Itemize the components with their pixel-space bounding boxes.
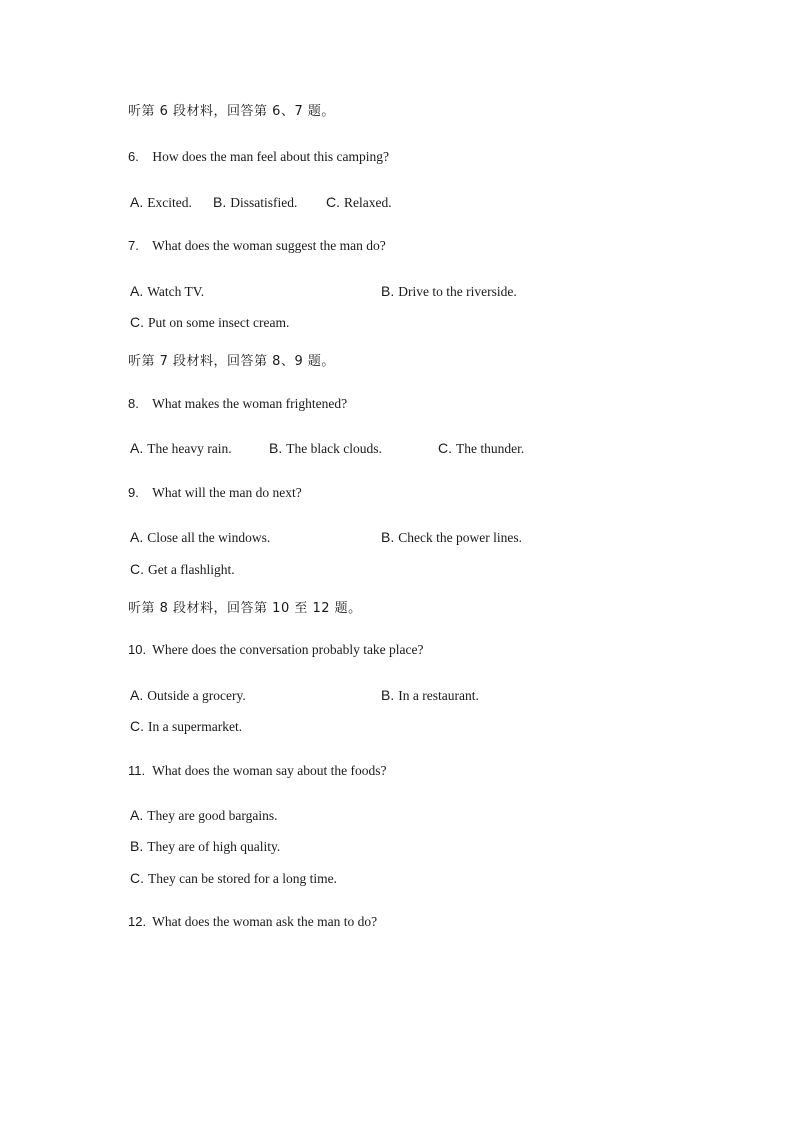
question-9: [128, 484, 302, 502]
q6-option-c[interactable]: C. Relaxed.: [326, 194, 392, 210]
question-text: What does the woman ask the man to do?: [152, 914, 378, 929]
question-number: 11.: [128, 763, 146, 778]
q7-option-b[interactable]: B. Drive to the riverside.: [381, 283, 517, 299]
q9-option-a[interactable]: A. Close all the windows.: [130, 529, 271, 545]
q6-option-b[interactable]: B. Dissatisfied.: [213, 194, 298, 210]
q6-option-a[interactable]: A. Excited.: [130, 194, 192, 210]
q10-option-b[interactable]: B. In a restaurant.: [381, 687, 479, 703]
q10-option-c[interactable]: C. In a supermarket.: [130, 718, 243, 734]
q11-option-b[interactable]: B. They are of high quality.: [130, 838, 281, 854]
q8-option-a[interactable]: A. The heavy rain.: [130, 440, 232, 456]
question-8: [128, 395, 347, 413]
q7-option-c[interactable]: C. Put on some insect cream.: [130, 314, 290, 330]
question-number: 12.: [128, 914, 147, 929]
q9-option-b[interactable]: B. Check the power lines.: [381, 529, 522, 545]
question-number: 7.: [128, 238, 139, 253]
question-text: What does the woman suggest the man do?: [152, 238, 386, 253]
question-12: [128, 913, 377, 931]
question-text: Where does the conversation probably take place?: [152, 642, 424, 657]
q10-option-a[interactable]: A. Outside a grocery.: [130, 687, 246, 703]
question-text: What makes the woman frightened?: [152, 396, 348, 411]
question-number: 10.: [128, 642, 147, 657]
question-text: What will the man do next?: [152, 485, 302, 500]
question-number: 6.: [128, 149, 139, 164]
question-11: [128, 762, 386, 780]
question-text: How does the man feel about this camping?: [152, 149, 389, 164]
q7-option-a[interactable]: A. Watch TV.: [130, 283, 205, 299]
question-number: 8.: [128, 396, 139, 411]
question-10: [128, 641, 424, 659]
q8-option-c[interactable]: C. The thunder.: [438, 440, 525, 456]
question-text: What does the woman say about the foods?: [152, 763, 387, 778]
question-7: [128, 237, 386, 255]
q11-option-c[interactable]: C. They can be stored for a long time.: [130, 870, 337, 886]
q11-option-a[interactable]: A. They are good bargains.: [130, 807, 278, 823]
question-6: [128, 148, 389, 166]
q9-option-c[interactable]: C. Get a flashlight.: [130, 561, 235, 577]
q8-option-b[interactable]: B. The black clouds.: [269, 440, 382, 456]
section-heading-8: 听第 8 段材料，回答第 10 至 12 题。: [128, 601, 362, 616]
question-number: 9.: [128, 485, 139, 500]
section-heading-7: 听第 7 段材料，回答第 8、9 题。: [128, 354, 335, 369]
section-heading-6: 听第 6 段材料，回答第 6、7 题。: [128, 104, 335, 119]
